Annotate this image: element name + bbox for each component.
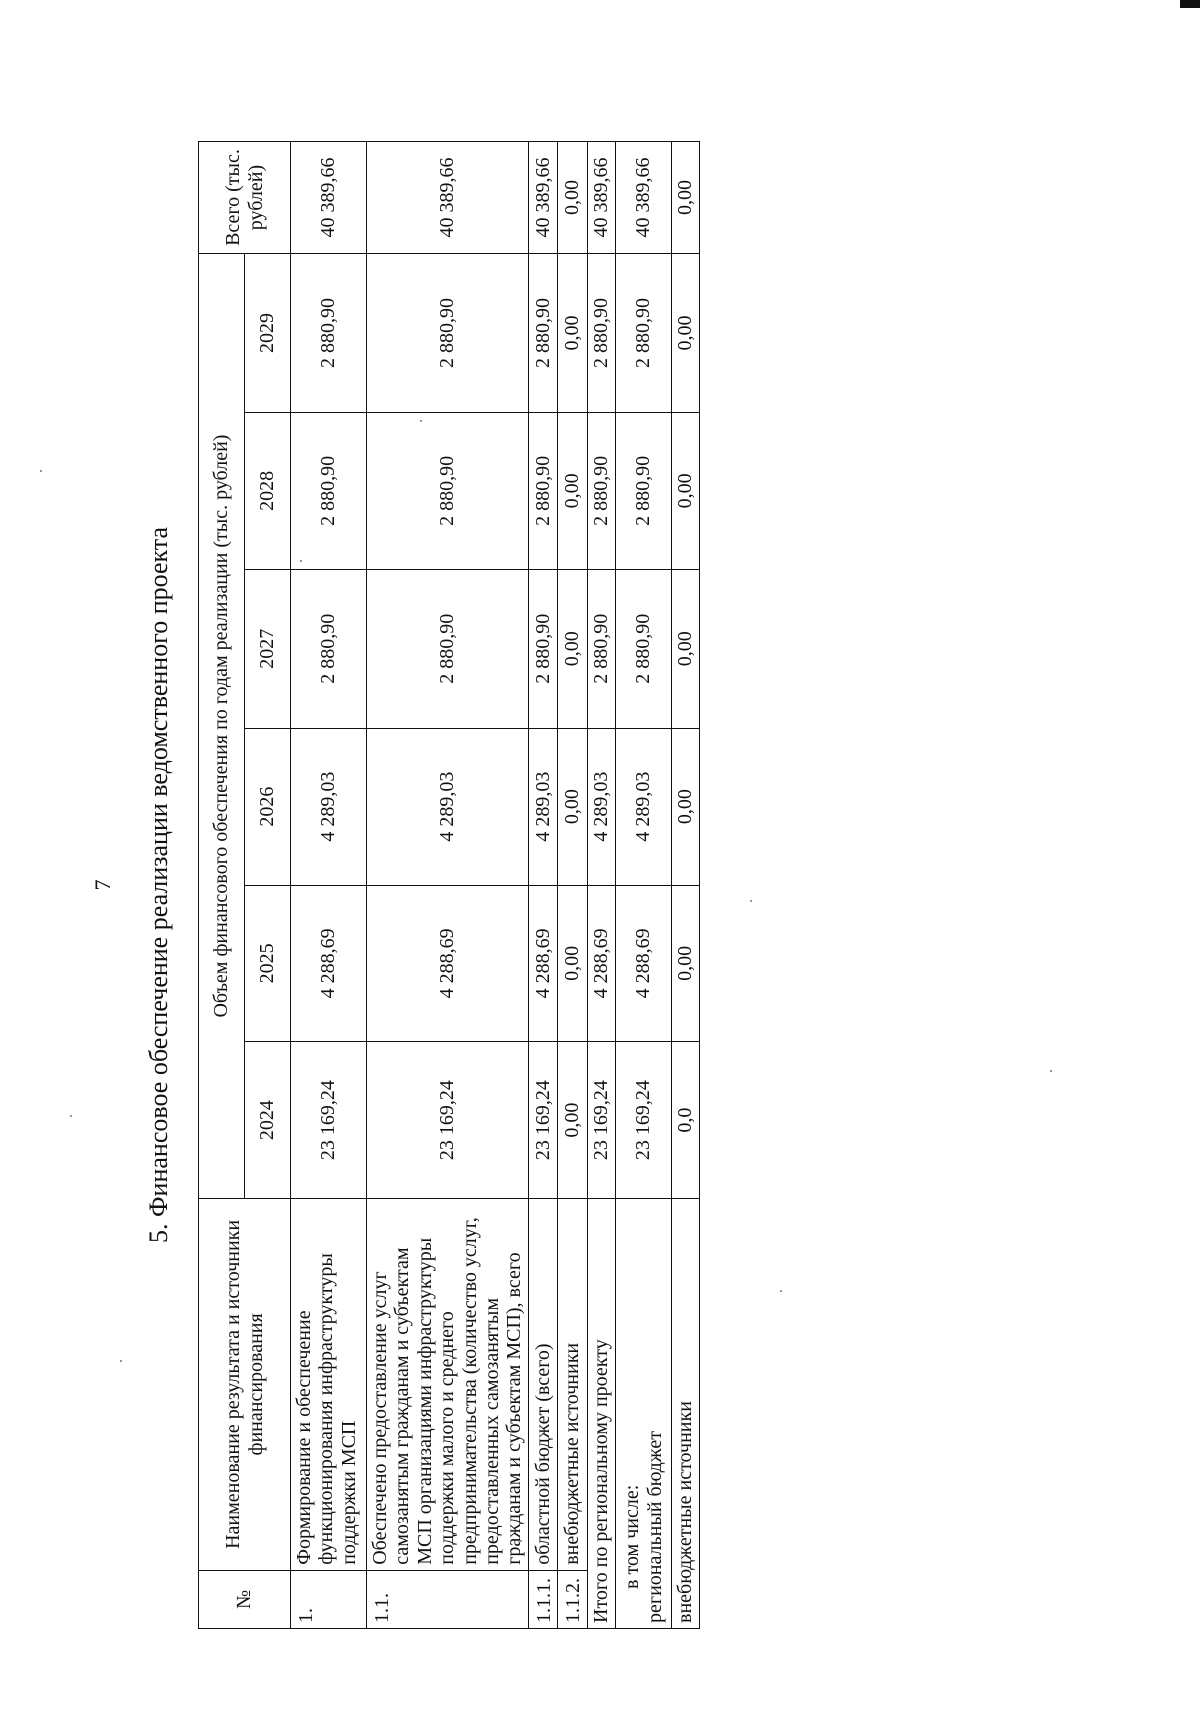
value-cell: 4 289,03 — [588, 728, 616, 885]
summary-extrabudget-row — [672, 142, 699, 1629]
header-year: 2027 — [245, 569, 291, 728]
total-cell: 40 389,66 — [367, 142, 529, 254]
table-row — [528, 142, 557, 1629]
row-name: Обеспечено предоставление услуг самозанятым гражданам и субъектам МСП организациями инфраструктуры поддержки малого и среднего предпринимательства (количество услуг, предоставленных самозанятым гражданам и субъектам МСП), всего — [367, 1199, 529, 1571]
value-cell: 2 880,90 — [616, 254, 672, 413]
summary-total-row — [588, 142, 616, 1629]
extrabudget-label: внебюджетные источники — [672, 1199, 699, 1629]
row-name: Формирование и обеспечение функционирования инфраструктуры поддержки МСП — [291, 1199, 367, 1571]
page-number: 7 — [90, 879, 115, 891]
header-year: 2025 — [245, 885, 291, 1042]
value-cell: 4 289,03 — [616, 728, 672, 885]
row-number: 1.1.1. — [528, 1570, 557, 1628]
value-cell: 2 880,90 — [588, 413, 616, 570]
value-cell: 23 169,24 — [291, 1042, 367, 1199]
value-cell: 4 289,03 — [367, 728, 529, 885]
value-cell: 2 880,90 — [291, 569, 367, 728]
summary-regional-cell — [616, 1199, 672, 1629]
value-cell: 2 880,90 — [588, 254, 616, 413]
row-name: внебюджетные источники — [558, 1199, 588, 1571]
value-cell: 2 880,90 — [367, 254, 529, 413]
value-cell: 0,00 — [672, 569, 699, 728]
header-row-1 — [199, 142, 245, 1629]
summary-regional-row — [616, 142, 672, 1629]
row-name: областной бюджет (всего) — [528, 1199, 557, 1571]
including-label: в том числе: — [621, 1484, 644, 1589]
value-cell: 0,00 — [558, 728, 588, 885]
value-cell: 23 169,24 — [616, 1042, 672, 1199]
value-cell: 4 288,69 — [588, 885, 616, 1042]
value-cell: 0,00 — [558, 885, 588, 1042]
total-cell: 40 389,66 — [528, 142, 557, 254]
value-cell: 2 880,90 — [291, 254, 367, 413]
value-cell: 2 880,90 — [528, 569, 557, 728]
value-cell: 4 288,69 — [291, 885, 367, 1042]
value-cell: 4 288,69 — [528, 885, 557, 1042]
value-cell: 2 880,90 — [588, 569, 616, 728]
value-cell: 0,0 — [672, 1042, 699, 1199]
value-cell: 0,00 — [672, 413, 699, 570]
total-cell: 40 389,66 — [616, 142, 672, 254]
value-cell: 2 880,90 — [616, 569, 672, 728]
table-row — [558, 142, 588, 1629]
value-cell: 0,00 — [558, 569, 588, 728]
value-cell: 0,00 — [672, 728, 699, 885]
value-cell: 4 289,03 — [528, 728, 557, 885]
header-year: 2026 — [245, 728, 291, 885]
header-volume-group: Объем финансового обеспечения по годам реализации (тыс. рублей) — [199, 254, 245, 1199]
scan-corner-mark — [1180, 0, 1200, 8]
value-cell: 2 880,90 — [367, 569, 529, 728]
header-total: Всего (тыс. рублей) — [199, 142, 291, 254]
row-number: 1.1.2. — [558, 1570, 588, 1628]
total-cell: 40 389,66 — [291, 142, 367, 254]
row-number: 1. — [291, 1570, 367, 1628]
value-cell: 4 289,03 — [291, 728, 367, 885]
section-title: 5. Финансовое обеспечение реализации ведомственного проекта — [144, 527, 173, 1243]
value-cell: 23 169,24 — [588, 1042, 616, 1199]
value-cell: 0,00 — [558, 1042, 588, 1199]
value-cell: 4 288,69 — [367, 885, 529, 1042]
total-cell: 0,00 — [672, 142, 699, 254]
value-cell: 4 288,69 — [616, 885, 672, 1042]
value-cell: 23 169,24 — [528, 1042, 557, 1199]
value-cell: 2 880,90 — [616, 413, 672, 570]
total-cell: 40 389,66 — [588, 142, 616, 254]
table-row — [367, 142, 529, 1629]
regional-budget-label: региональный бюджет — [643, 1431, 666, 1623]
header-number: № — [199, 1570, 291, 1628]
rotated-page — [60, 105, 1100, 1665]
value-cell: 2 880,90 — [291, 413, 367, 570]
header-year: 2024 — [245, 1042, 291, 1199]
summary-total-label: Итого по региональному проекту — [588, 1199, 616, 1629]
value-cell: 2 880,90 — [528, 254, 557, 413]
financing-table — [198, 141, 700, 1629]
table-row — [291, 142, 367, 1629]
value-cell: 0,00 — [672, 254, 699, 413]
header-year: 2029 — [245, 254, 291, 413]
value-cell: 2 880,90 — [367, 413, 529, 570]
scan-speck — [40, 470, 42, 472]
header-year: 2028 — [245, 413, 291, 570]
value-cell: 0,00 — [558, 413, 588, 570]
value-cell: 0,00 — [558, 254, 588, 413]
value-cell: 2 880,90 — [528, 413, 557, 570]
header-name: Наименование результата и источники финансирования — [199, 1199, 291, 1571]
total-cell: 0,00 — [558, 142, 588, 254]
value-cell: 0,00 — [672, 885, 699, 1042]
value-cell: 23 169,24 — [367, 1042, 529, 1199]
row-number: 1.1. — [367, 1570, 529, 1628]
